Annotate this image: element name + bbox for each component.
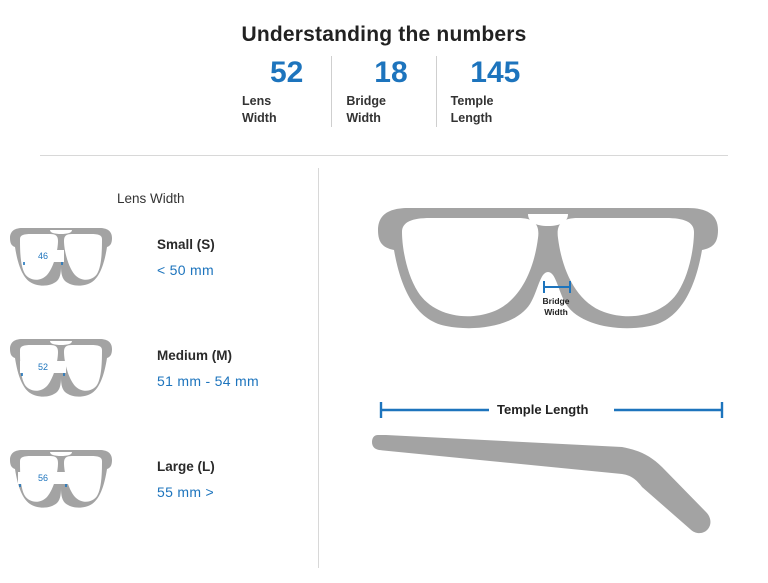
- temple-length-value: 145: [470, 56, 521, 89]
- size-value-small: < 50 mm: [157, 262, 214, 278]
- lens-width-label-line1: Lens: [242, 94, 272, 108]
- glasses-front-view-icon: [368, 200, 728, 340]
- lens-width-badge-large: 56: [18, 472, 68, 484]
- bridge-width-label-line2: Width: [346, 111, 381, 125]
- size-name-large: Large (L): [157, 459, 215, 474]
- lens-width-section-heading: Lens Width: [117, 191, 185, 206]
- glasses-outline-small-icon: [6, 222, 116, 304]
- lens-width-value: 52: [269, 56, 304, 89]
- size-row-small: [0, 222, 318, 332]
- glasses-outline-large-icon: [6, 444, 116, 526]
- vertical-divider: [318, 168, 319, 568]
- temple-arm-icon: [372, 425, 728, 535]
- size-name-small: Small (S): [157, 237, 215, 252]
- bridge-width-dimension-icon: [542, 280, 572, 294]
- size-value-medium: 51 mm - 54 mm: [157, 373, 259, 389]
- bridge-width-caption-line1: Bridge: [542, 296, 570, 306]
- lens-width-badge-small: 46: [22, 250, 64, 262]
- measurement-summary: [228, 56, 540, 142]
- bridge-width-caption: [536, 296, 576, 318]
- temple-length-caption: Temple Length: [497, 402, 589, 417]
- measurement-temple-length: [436, 56, 540, 127]
- size-text-large: [157, 458, 215, 502]
- measurement-bridge-width: [331, 56, 435, 127]
- size-text-medium: [157, 347, 259, 391]
- size-row-medium: [0, 333, 318, 443]
- measurement-lens-width: [228, 56, 331, 127]
- size-text-small: [157, 236, 215, 280]
- size-row-large: [0, 444, 318, 554]
- horizontal-divider: [40, 155, 728, 156]
- temple-length-label-line1: Temple: [450, 94, 494, 108]
- page-title: Understanding the numbers: [241, 23, 527, 46]
- lens-width-badge-medium: 52: [20, 361, 66, 373]
- size-name-medium: Medium (M): [157, 348, 232, 363]
- lens-width-label-line2: Width: [242, 111, 277, 125]
- bridge-width-value: 18: [374, 56, 408, 89]
- size-value-large: 55 mm >: [157, 484, 214, 500]
- bridge-width-label-line1: Bridge: [346, 94, 386, 108]
- temple-length-label-line2: Length: [450, 111, 493, 125]
- bridge-width-caption-line2: Width: [544, 307, 568, 317]
- glasses-outline-medium-icon: [6, 333, 116, 415]
